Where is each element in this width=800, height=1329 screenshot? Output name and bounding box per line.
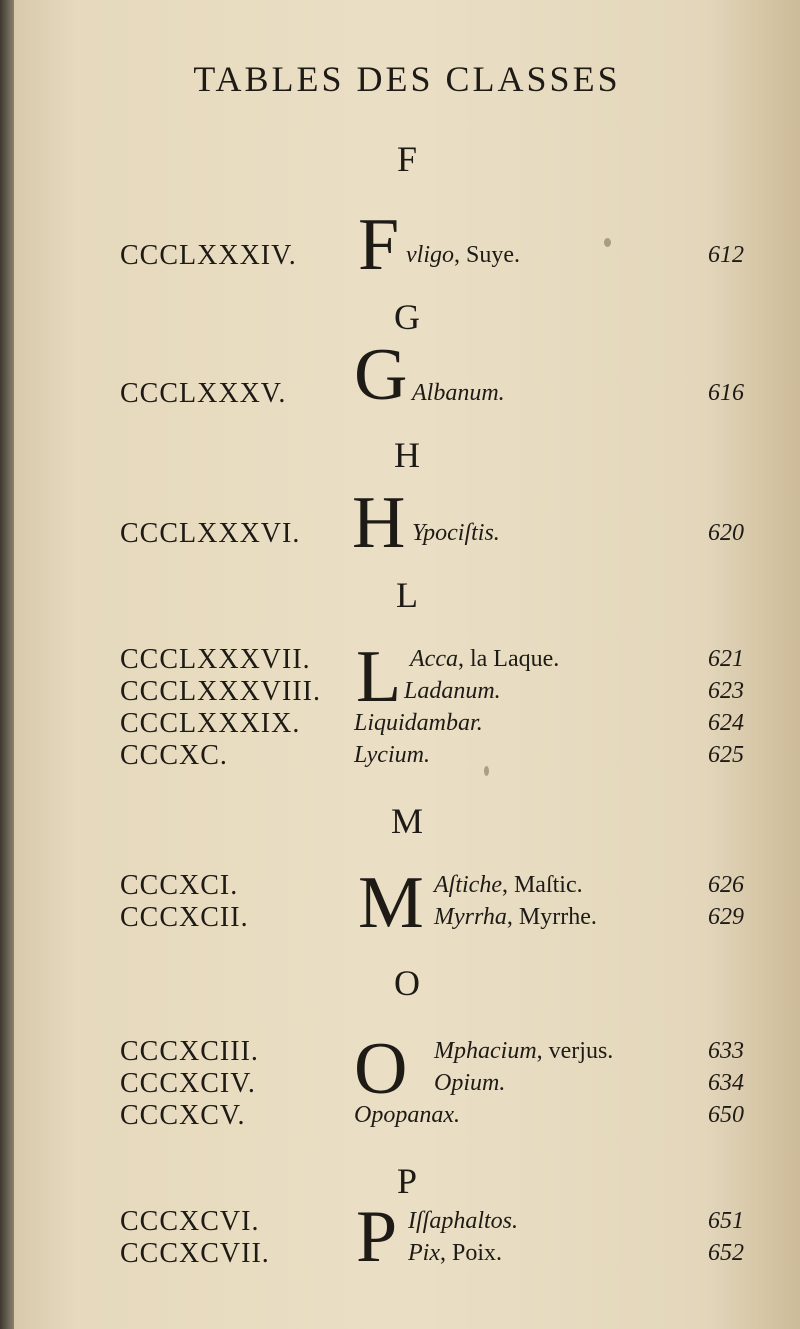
page-binding-edge xyxy=(0,0,14,1329)
dropcap-f: F xyxy=(358,204,400,286)
entry-name xyxy=(434,872,583,899)
entry-number: CCCXCV. xyxy=(120,1100,246,1131)
entry-name xyxy=(354,710,483,737)
entry-page: 612 xyxy=(708,242,744,268)
entry-latin: Aſtiche xyxy=(434,872,502,898)
entry-number: CCCXCIV. xyxy=(120,1068,256,1099)
entry-name xyxy=(406,242,520,269)
entry-page: 620 xyxy=(708,520,744,546)
entry-name xyxy=(412,380,505,407)
entry-number: CCCXCI. xyxy=(120,870,239,901)
entry-number: CCCXCII. xyxy=(120,902,249,933)
entry-page: 650 xyxy=(708,1102,744,1128)
entry-number: CCCXCVI. xyxy=(120,1206,260,1237)
entry-page: 652 xyxy=(708,1240,744,1266)
entry-page: 625 xyxy=(708,742,744,768)
dropcap-p: P xyxy=(356,1196,398,1278)
dropcap-h: H xyxy=(352,482,406,564)
entry-row xyxy=(14,676,800,708)
section-letter-g: G xyxy=(394,297,420,337)
entry-latin: Lycium. xyxy=(354,742,430,768)
entry-name xyxy=(434,1038,613,1065)
entry-latin: Iſſaphaltos. xyxy=(408,1208,519,1234)
entry-row xyxy=(14,870,800,902)
entry-row xyxy=(14,708,800,740)
entry-number: CCCLXXXVII. xyxy=(120,644,311,675)
dropcap-m: M xyxy=(358,862,424,944)
entry-row xyxy=(14,902,800,934)
section-letter-f: F xyxy=(396,139,418,179)
entry-row xyxy=(14,518,800,550)
entry-row xyxy=(14,1036,800,1068)
entry-latin: Albanum. xyxy=(412,380,505,406)
entry-number: CCCLXXXIX. xyxy=(120,708,301,739)
entry-name xyxy=(404,678,501,705)
dropcap-g: G xyxy=(354,334,408,416)
entry-latin: Opopanax. xyxy=(354,1102,460,1128)
entry-page: 633 xyxy=(708,1038,744,1064)
entry-page: 634 xyxy=(708,1070,744,1096)
entry-number: CCCXCIII. xyxy=(120,1036,259,1067)
entry-french: , Poix. xyxy=(439,1240,502,1266)
entry-row xyxy=(14,1068,800,1100)
entry-latin: Liquidambar. xyxy=(354,710,483,736)
entry-page: 626 xyxy=(708,872,744,898)
entry-name xyxy=(354,742,430,769)
dropcap-l: L xyxy=(356,636,402,718)
section-letter-h: H xyxy=(394,435,420,475)
entry-row xyxy=(14,1206,800,1238)
entry-page: 616 xyxy=(708,380,744,406)
entry-page: 629 xyxy=(708,904,744,930)
entry-french: , Myrrhe. xyxy=(506,904,597,930)
entry-name xyxy=(354,1102,460,1129)
entry-name xyxy=(434,1070,505,1097)
entry-row xyxy=(14,240,800,272)
entry-name xyxy=(412,520,500,547)
entry-row xyxy=(14,1100,800,1132)
page-header: TABLES DES CLASSES xyxy=(193,59,621,99)
entry-number: CCCLXXXVIII. xyxy=(120,676,321,707)
entry-french: , Suye. xyxy=(454,242,520,268)
entry-name xyxy=(410,646,559,673)
section-letter-l: L xyxy=(396,575,418,615)
entry-row xyxy=(14,378,800,410)
section-letter-o: O xyxy=(394,963,420,1003)
entry-latin: Mphacium xyxy=(434,1038,537,1064)
entry-latin: Acca xyxy=(410,646,458,672)
entry-page: 624 xyxy=(708,710,744,736)
book-page xyxy=(14,0,800,1329)
entry-number: CCCXC. xyxy=(120,740,228,771)
entry-name xyxy=(408,1208,518,1235)
entry-name xyxy=(408,1240,502,1267)
entry-latin: Pix xyxy=(408,1240,440,1266)
entry-number: CCCLXXXV. xyxy=(120,378,287,409)
entry-latin: Myrrha xyxy=(434,904,507,930)
entry-latin: Ladanum. xyxy=(404,678,501,704)
section-letter-m: M xyxy=(390,801,423,841)
section-letter-p: P xyxy=(396,1161,418,1201)
entry-latin: Opium. xyxy=(434,1070,506,1096)
entry-name xyxy=(434,904,597,931)
entry-number: CCCXCVII. xyxy=(120,1238,270,1269)
entry-row xyxy=(14,1238,800,1270)
entry-latin: vligo xyxy=(406,242,454,268)
entry-page: 651 xyxy=(708,1208,744,1234)
entry-row xyxy=(14,644,800,676)
entry-row xyxy=(14,740,800,772)
entry-latin: Ypociſtis. xyxy=(412,520,500,546)
dropcap-o: O xyxy=(354,1028,408,1110)
entry-number: CCCLXXXVI. xyxy=(120,518,301,549)
entry-page: 623 xyxy=(708,678,744,704)
entry-french: , la Laque. xyxy=(457,646,560,672)
entry-french: , verjus. xyxy=(536,1038,614,1064)
entry-page: 621 xyxy=(708,646,744,672)
entry-number: CCCLXXXIV. xyxy=(120,240,297,271)
entry-french: , Maſtic. xyxy=(501,872,583,898)
